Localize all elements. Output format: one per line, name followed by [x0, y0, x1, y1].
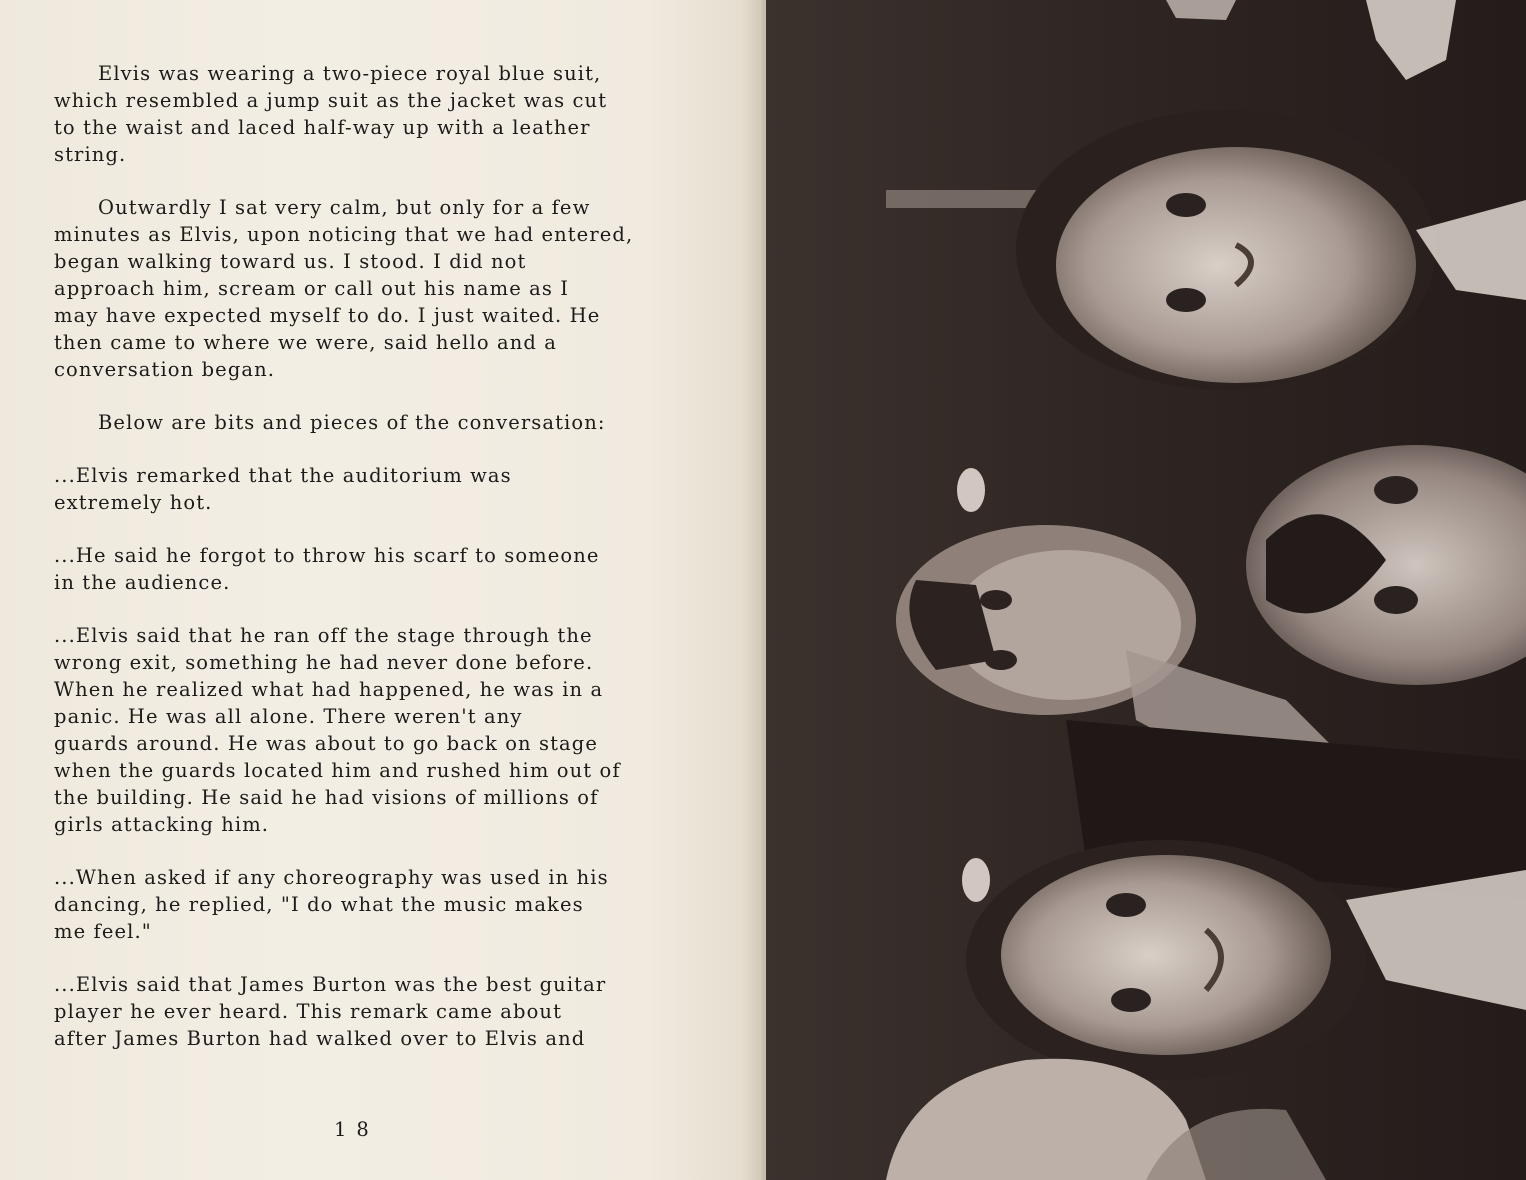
paragraph-wrong-exit: ...Elvis said that he ran off the stage through the wrong exit, something he had never done before. When he realized what had happened, he was in a panic. He was all alone. There weren't any guards around. He was about to go back on stage when the guards located him and rushed him out of the building. He said he had visions of millions of girls attacking him. [54, 624, 621, 836]
paragraph-choreography: ...When asked if any choreography was used in his dancing, he replied, "I do what the music makes me feel." [54, 866, 609, 943]
photo-illustration [766, 0, 1526, 1180]
group-photo [766, 0, 1526, 1180]
paragraph-auditorium: ...Elvis remarked that the auditorium was extremely hot. [54, 464, 512, 514]
paragraph-james-burton: ...Elvis said that James Burton was the best guitar player he ever heard. This remark came about after James Burton had walked over to Elvis and [54, 973, 607, 1050]
paragraph-scarf: ...He said he forgot to throw his scarf to someone in the audience. [54, 544, 600, 594]
paragraph-outwardly: Outwardly I sat very calm, but only for a few minutes as Elvis, upon noticing that we had entered, began walking toward us. I stood. I did not approach him, scream or call out his name as I may have expected myself to do. I just waited. He then came to where we were, said hello and a conversation began. [54, 196, 634, 381]
page-number: 18 [334, 1118, 379, 1141]
paragraph-suit: Elvis was wearing a two-piece royal blue suit, which resembled a jump suit as the jacket was cut to the waist and laced half-way up with a leather string. [54, 62, 608, 166]
body-text [54, 60, 694, 1078]
paragraph-intro-conversation: Below are bits and pieces of the conversation: [98, 411, 606, 434]
